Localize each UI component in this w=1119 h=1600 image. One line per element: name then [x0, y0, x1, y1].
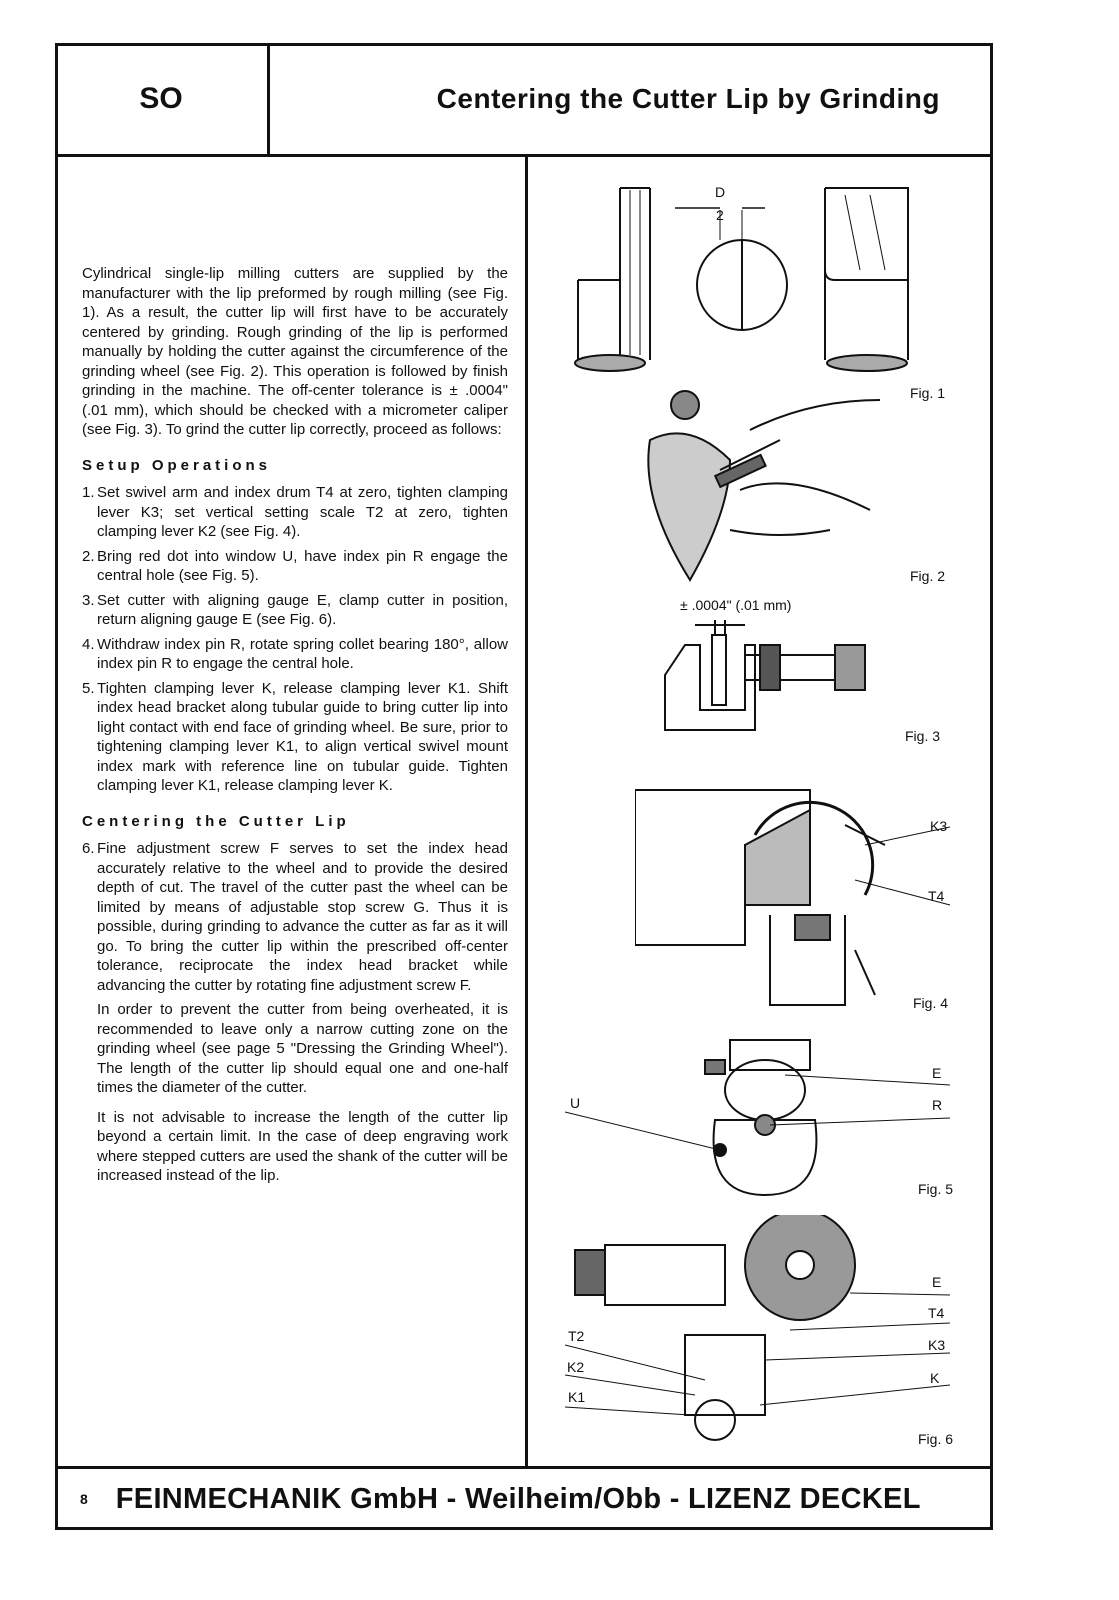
list-item — [82, 679, 508, 796]
item-number: 4. — [82, 635, 95, 653]
fig5-label-r: R — [932, 1097, 943, 1113]
page-title: Centering the Cutter Lip by Grinding — [436, 82, 940, 114]
fig5-caption: Fig. 5 — [918, 1181, 954, 1197]
fig2-caption: Fig. 2 — [910, 568, 946, 584]
body-text — [82, 264, 508, 1196]
fig4-index-drum-drawing — [635, 765, 955, 1015]
fig5-label-u: U — [570, 1095, 581, 1111]
divider — [55, 154, 993, 157]
paragraph: It is not advisable to increase the length of the cutter lip beyond a certain limit. In the case of deep engraving work where stepped cutters are used the shank of the cutter will be increased instead of the lip. — [97, 1108, 508, 1184]
paragraph: In order to prevent the cutter from being overheated, it is recommended to leave only a narrow cutting zone on the grinding wheel (see page 5 "Dressing the Grinding Wheel"). The length of the cutter lip should equal one and one-half times the diameter of the cutter. — [97, 1001, 508, 1096]
list-item — [82, 839, 508, 995]
item-text: Bring red dot into window U, have index pin R engage the central hole (see Fig. 5). — [97, 547, 508, 584]
centering-heading: Centering the Cutter Lip — [82, 812, 350, 830]
footer-text: FEINMECHANIK GmbH - Weilheim/Obb - LIZENZ DECKEL — [115, 1482, 921, 1515]
list-item — [82, 591, 508, 630]
fig6-machine-setup-drawing — [565, 1215, 955, 1445]
fig5-index-head-drawing — [565, 1030, 955, 1205]
fig1-caption: Fig. 1 — [910, 385, 946, 401]
fig6-caption: Fig. 6 — [918, 1431, 954, 1447]
fig1-dimension-numerator: D — [715, 184, 726, 200]
fig1-cutter-drawing — [570, 180, 920, 380]
item-number: 5. — [82, 679, 95, 697]
list-item — [82, 483, 508, 542]
fig6-label-k1: K1 — [568, 1389, 586, 1405]
item-number: 3. — [82, 591, 95, 609]
item-number: 1. — [82, 484, 95, 501]
fig6-label-e: E — [932, 1274, 942, 1290]
fig4-caption: Fig. 4 — [913, 995, 949, 1011]
section-code: SO — [55, 43, 270, 157]
fig6-label-k3: K3 — [928, 1337, 946, 1353]
item-text: Tighten clamping lever K, release clamping lever K1. Shift index head bracket along tubular guide to bring cutter lip into light contact with end face of grinding wheel. Be sure, prior to tightening clamping lever K1, to align vertical swivel mount index mark with reference line on tubular guide. Tighten clamping lever K1, release clamping lever K. — [97, 679, 508, 794]
fig6-label-k2: K2 — [567, 1359, 585, 1375]
fig6-label-t4: T4 — [928, 1305, 945, 1321]
footer — [60, 1469, 990, 1529]
item-number: 2. — [82, 547, 95, 565]
fig5-label-e: E — [932, 1065, 942, 1081]
item-number: 6. — [82, 840, 95, 857]
fig6-label-k: K — [930, 1370, 940, 1386]
intro-paragraph: Cylindrical single-lip milling cutters are supplied by the manufacturer with the lip preformed by rough milling (see Fig. 1). As a result, the cutter lip will first have to be accurately centered by grinding. Rough grinding of the lip is performed manually by holding the cutter against the circumference of the grinding wheel (see Fig. 2). This operation is followed by finish grinding in the machine. The off-center tolerance is ± .0004" (.01 mm), which should be checked with a micrometer caliper (see Fig. 3). To grind the cutter lip correctly, proceed as follows: — [82, 265, 508, 438]
fig2-hand-grinding-drawing — [630, 380, 910, 590]
item-text: Fine adjustment screw F serves to set the index head accurately relative to the wheel and to provide the desired depth of cut. The travel of the cutter past the wheel can be limited by means of adjustable stop screw G. Thus it is possible, during grinding to advance the cutter as far as it will go. To bring the cutter lip within the prescribed off-center tolerance, reciprocate the index head bracket while advancing the cutter by rotating fine adjustment screw F. — [97, 840, 508, 994]
fig4-label-t4: T4 — [928, 888, 945, 904]
setup-heading: Setup Operations — [82, 456, 272, 474]
column-divider — [525, 155, 528, 1468]
list-item — [82, 635, 508, 674]
fig6-label-t2: T2 — [568, 1328, 585, 1344]
page-number: 8 — [80, 1491, 88, 1507]
fig1-dimension-denominator: 2 — [716, 207, 724, 223]
item-text: Set cutter with aligning gauge E, clamp cutter in position, return aligning gauge E (see Fig. 6). — [97, 591, 508, 628]
item-text: Set swivel arm and index drum T4 at zero, tighten clamping lever K3; set vertical setting scale T2 at zero, tighten clamping lever K2 (see Fig. 4). — [97, 484, 508, 540]
fig3-caption: Fig. 3 — [905, 728, 941, 744]
fig3-tolerance-label: ± .0004" (.01 mm) — [680, 597, 792, 613]
list-item — [82, 547, 508, 586]
fig4-label-k3: K3 — [930, 818, 948, 834]
fig3-micrometer-drawing — [660, 615, 875, 735]
item-text: Withdraw index pin R, rotate spring collet bearing 180°, allow index pin R to engage the central hole. — [97, 635, 508, 672]
